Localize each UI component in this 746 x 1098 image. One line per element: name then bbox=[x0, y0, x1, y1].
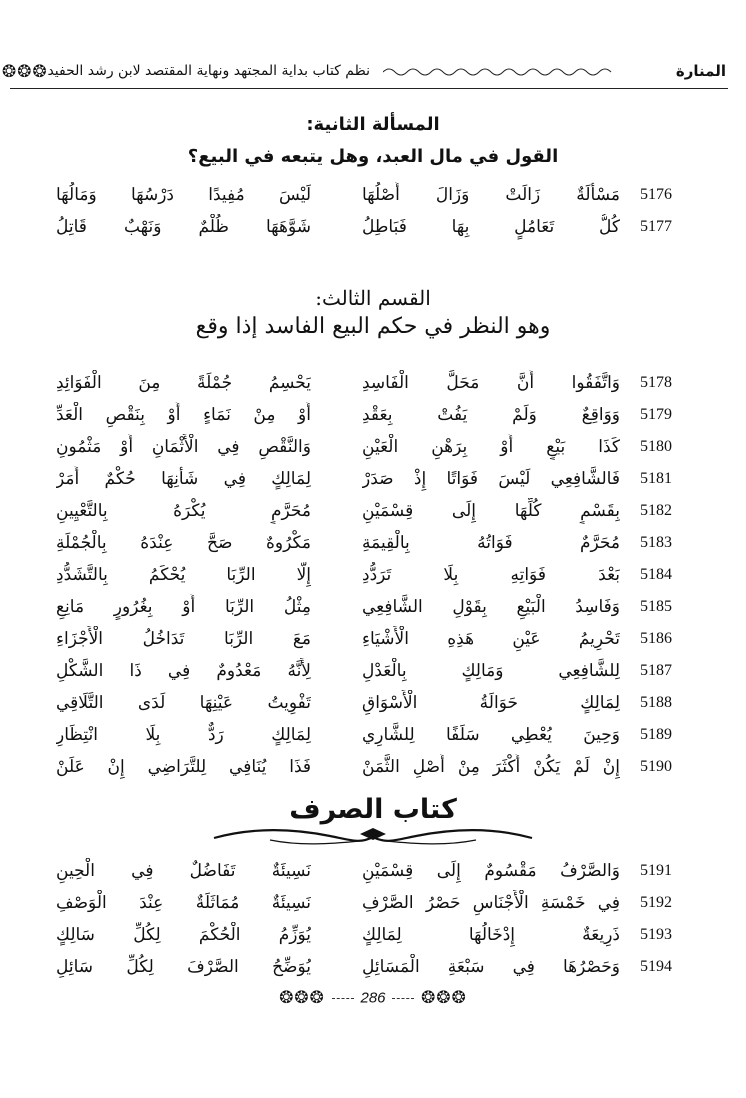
verse-line bbox=[0, 402, 746, 432]
verse-first-hemistich: تَحْرِيمُ عَيْنِ هَذِهِ الْأَشْيَاءِ bbox=[362, 629, 620, 649]
verse-line bbox=[0, 922, 746, 952]
title-flourish-ornament bbox=[210, 826, 536, 848]
verse-line bbox=[0, 214, 746, 244]
verse-number: 5181 bbox=[640, 470, 672, 487]
verse-second-hemistich: مِثْلُ الرِّبَا أَوْ بِغُرُورٍ مَانِعِ bbox=[56, 597, 311, 617]
verse-number: 5193 bbox=[640, 926, 672, 943]
verse-number: 5179 bbox=[640, 406, 672, 423]
verse-second-hemistich: نَسِيئَةٌ مُمَاثَلَةٌ عِنْدَ الْوَصْفِ bbox=[56, 893, 311, 913]
header-book-title: نظم كتاب بداية المجتهد ونهاية المقتصد لابن رشد الحفيد bbox=[47, 63, 370, 79]
verse-line bbox=[0, 594, 746, 624]
verse-first-hemistich: لِلشَّافِعِي وَمَالِكٍ بِالْعَدْلِ bbox=[362, 661, 620, 681]
verse-second-hemistich: شَوَّهَهَا ظُلْمٌ وَنَهْبٌ قَاتِلُ bbox=[56, 217, 311, 237]
verse-number: 5188 bbox=[640, 694, 672, 711]
verse-number: 5187 bbox=[640, 662, 672, 679]
verse-line bbox=[0, 754, 746, 784]
verse-first-hemistich: فَالشَّافِعِي لَيْسَ فَوَاتًا إِذْ صَدَرْ bbox=[362, 469, 620, 489]
verse-second-hemistich: لَيْسَ مُفِيدًا دَرْسُهَا وَمَالُهَا bbox=[56, 185, 311, 205]
verse-line bbox=[0, 434, 746, 464]
section-heading-qism: القسم الثالث: bbox=[315, 286, 431, 310]
section-heading-masala: المسألة الثانية: bbox=[306, 114, 440, 135]
verse-number: 5184 bbox=[640, 566, 672, 583]
verse-second-hemistich: تَفْوِيتُ عَيْنِهَا لَدَى التَّلَاقِي bbox=[56, 693, 311, 713]
verse-second-hemistich: أَوْ مِنْ نَمَاءٍ أَوْ بِنَقْصِ الْعَدِّ bbox=[56, 405, 311, 425]
verse-number: 5182 bbox=[640, 502, 672, 519]
verse-second-hemistich: يُوَزِّمُ الْحُكْمَ لِكُلِّ سَالِكٍ bbox=[56, 925, 311, 945]
header-series-name: المنارة bbox=[675, 62, 726, 80]
verse-line bbox=[0, 658, 746, 688]
verse-number: 5192 bbox=[640, 894, 672, 911]
verse-first-hemistich: وَوَاقِعٌ وَلَمْ يَفُتْ بِعَقْدِ bbox=[362, 405, 620, 425]
verse-first-hemistich: إِنْ لَمْ يَكُنْ أَكْثَرَ مِنْ أَصْلِ الثَّمَنْ bbox=[362, 757, 620, 777]
verse-number: 5186 bbox=[640, 630, 672, 647]
verse-first-hemistich: فِي خَمْسَةِ الْأَجْنَاسِ حَصْرُ الصَّرْفِ bbox=[362, 893, 620, 913]
verse-line bbox=[0, 722, 746, 752]
book-title: كتاب الصرف bbox=[289, 794, 457, 825]
section-heading-qawl: القول في مال العبد، وهل يتبعه في البيع؟ bbox=[187, 146, 559, 167]
page-footer bbox=[0, 988, 746, 1014]
rosette-ornament: ❂❂❂ bbox=[279, 988, 325, 1008]
verse-line bbox=[0, 890, 746, 920]
page-number: 286 bbox=[360, 989, 386, 1007]
section-heading-nazar: وهو النظر في حكم البيع الفاسد إذا وقع bbox=[195, 314, 551, 339]
verse-second-hemistich: وَالنَّقْصِ فِي الْأَثْمَانِ أَوْ مَثْمُونِ bbox=[56, 437, 311, 457]
verse-second-hemistich: مُحَرَّمٍ يُكْرَهُ بِالتَّعْيِينِ bbox=[56, 501, 311, 521]
verse-second-hemistich: لِمَالِكٍ رَدٌّ بِلَا انْتِظَارِ bbox=[56, 725, 311, 745]
verse-first-hemistich: لِمَالِكٍ حَوَالَةُ الْأَسْوَاقِ bbox=[362, 693, 620, 713]
verse-line bbox=[0, 954, 746, 984]
verse-first-hemistich: كَذَا بَيْعٍ أَوْ بِرَهْنِ الْعَيْنِ bbox=[362, 437, 620, 457]
verse-second-hemistich: لِأَنَّهُ مَعْدُومٌ فِي ذَا الشَّكْلِ bbox=[56, 661, 311, 681]
verse-second-hemistich: مَكْرُوهٌ صَحَّ عِنْدَهُ بِالْجُمْلَةِ bbox=[56, 533, 311, 553]
footer-dash-rule bbox=[392, 998, 414, 999]
verse-line bbox=[0, 466, 746, 496]
verse-first-hemistich: وَحِينَ يُعْطِي سَلَفًا لِلشَّارِي bbox=[362, 725, 620, 745]
verse-first-hemistich: وَاتَّفَقُوا أَنَّ مَحَلَّ الْفَاسِدِ bbox=[362, 373, 620, 393]
rosette-ornament: ❂❂❂ bbox=[2, 62, 48, 82]
verse-line bbox=[0, 562, 746, 592]
verse-second-hemistich: مَعَ الرِّبَا تَدَاخُلُ الْأَجْزَاءِ bbox=[56, 629, 311, 649]
verse-first-hemistich: وَالصَّرْفُ مَقْسُومٌ إِلَى قِسْمَيْنِ bbox=[362, 861, 620, 881]
verse-line bbox=[0, 858, 746, 888]
verse-first-hemistich: بِقَسْمٍ كُلِّهَا إِلَى قِسْمَيْنِ bbox=[362, 501, 620, 521]
verse-second-hemistich: لِمَالِكٍ فِي شَأْنِهَا حُكْمٌ أَمَرْ bbox=[56, 469, 311, 489]
verse-second-hemistich: يُوَضِّحُ الصَّرْفَ لِكُلِّ سَائِلِ bbox=[56, 957, 311, 977]
verse-first-hemistich: ذَرِيعَةٌ إِدْخَالُهَا لِمَالِكٍ bbox=[362, 925, 620, 945]
verse-line bbox=[0, 182, 746, 212]
verse-first-hemistich: وَحَصْرُهَا فِي سَبْعَةِ الْمَسَائِلِ bbox=[362, 957, 620, 977]
verse-line bbox=[0, 626, 746, 656]
verse-line bbox=[0, 370, 746, 400]
header-wave-ornament bbox=[383, 66, 615, 78]
verse-number: 5177 bbox=[640, 218, 672, 235]
verse-second-hemistich: إِلَّا الرِّبَا يُحْكَمُ بِالتَّشَدُّدِ bbox=[56, 565, 311, 585]
verse-first-hemistich: مُحَرَّمٌ فَوَاتُهُ بِالْقِيمَةِ bbox=[362, 533, 620, 553]
verse-number: 5189 bbox=[640, 726, 672, 743]
rosette-ornament: ❂❂❂ bbox=[421, 988, 467, 1008]
verse-first-hemistich: بَعْدَ فَوَاتِهِ بِلَا تَرَدُّدِ bbox=[362, 565, 620, 585]
header-rule bbox=[10, 88, 728, 89]
verse-line bbox=[0, 690, 746, 720]
verse-second-hemistich: يَحْسِمُ جُمْلَةً مِنَ الْفَوَائِدِ bbox=[56, 373, 311, 393]
verse-first-hemistich: وَفَاسِدُ الْبَيْعِ بِقَوْلِ الشَّافِعِي bbox=[362, 597, 620, 617]
verse-number: 5194 bbox=[640, 958, 672, 975]
verse-number: 5176 bbox=[640, 186, 672, 203]
verse-first-hemistich: كُلُّ تَعَامُلٍ بِهَا فَبَاطِلُ bbox=[362, 217, 620, 237]
verse-number: 5190 bbox=[640, 758, 672, 775]
verse-number: 5185 bbox=[640, 598, 672, 615]
book-title-block bbox=[0, 790, 746, 850]
verse-number: 5178 bbox=[640, 374, 672, 391]
verse-first-hemistich: مَسْأَلَةٌ زَالَتْ وَزَالَ أَصْلُهَا bbox=[362, 185, 620, 205]
verse-line bbox=[0, 530, 746, 560]
verse-second-hemistich: نَسِيئَةٌ تَفَاضُلٌ فِي الْحِينِ bbox=[56, 861, 311, 881]
verse-second-hemistich: فَذَا يُنَافِي لِلتَّرَاضِي إِنْ عَلَنْ bbox=[56, 757, 311, 777]
verse-number: 5191 bbox=[640, 862, 672, 879]
footer-dash-rule bbox=[332, 998, 354, 999]
running-header bbox=[0, 58, 746, 92]
verse-line bbox=[0, 498, 746, 528]
verse-number: 5180 bbox=[640, 438, 672, 455]
verse-number: 5183 bbox=[640, 534, 672, 551]
